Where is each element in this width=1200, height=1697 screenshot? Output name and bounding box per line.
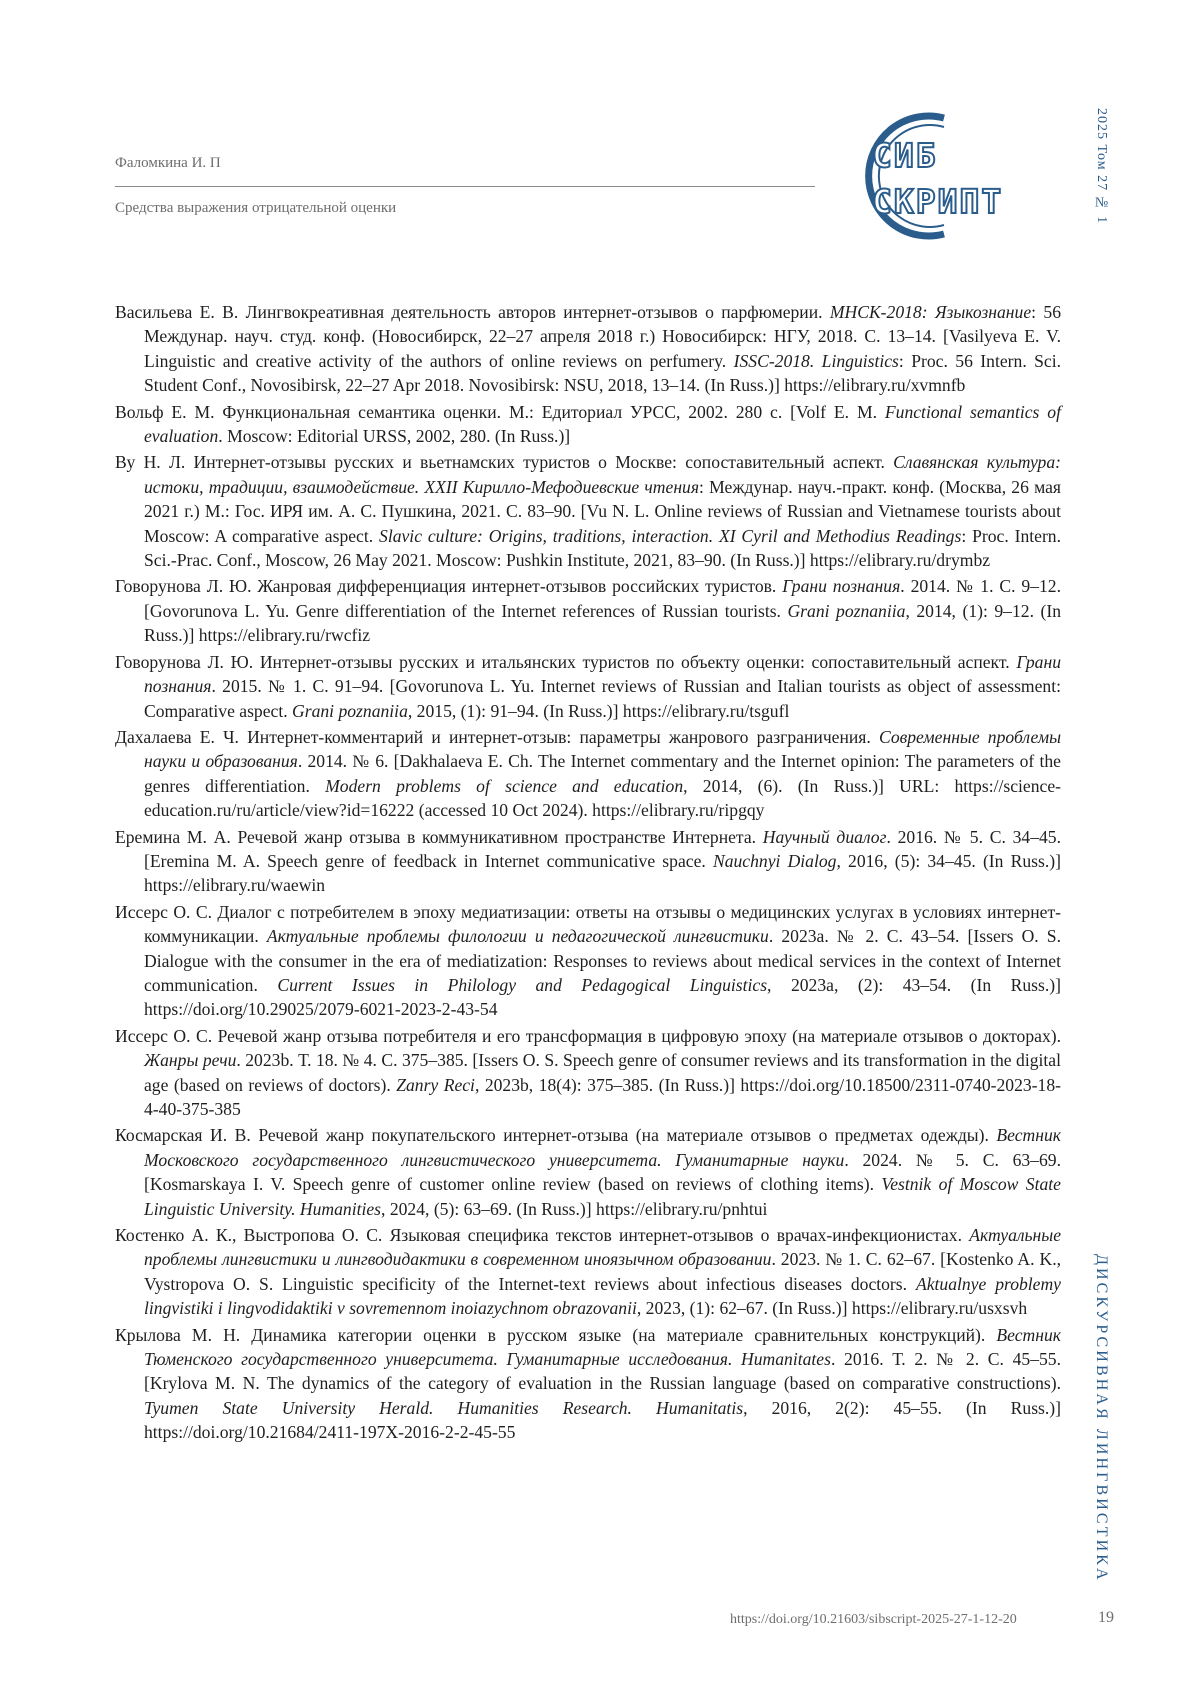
reference-item (115, 900, 1061, 1022)
reference-text: , 2014, (6). (In Russ.)] URL: https://science-education.ru/ru/article/view?id=16222 (accessed 10 Oct 2024). https://elibrary.ru/ripgqy (144, 775, 1061, 821)
reference-item (115, 1024, 1061, 1122)
reference-text: Еремина М. А. Речевой жанр отзыва в коммуникативном пространстве Интернета. (115, 826, 763, 847)
reference-text: , 2016, (5): 34–45. (In Russ.)] https://elibrary.ru/waewin (144, 850, 1061, 896)
reference-text: Васильева Е. В. Лингвокреативная деятельность авторов интернет-отзывов о парфюмерии. (115, 302, 830, 322)
reference-text: . 2023a. № 2. С. 43–54. [Issers O. S. Dialogue with the consumer in the era of mediatization: Responses to reviews about medical services in the context of Internet communication. (144, 926, 1061, 995)
reference-item (115, 825, 1061, 898)
section-title-vertical: ДИСКУРСИВНАЯ ЛИНГВИСТИКА (1093, 1254, 1110, 1583)
reference-text: Вольф Е. М. Функциональная семантика оценки. М.: Едиториал УРСС, 2002. 280 с. [Volf E. M. (115, 401, 885, 422)
reference-item (115, 725, 1061, 823)
reference-list (115, 300, 1061, 1447)
reference-text: . 2016. № 5. С. 34–45. [Eremina M. A. Speech genre of feedback in Internet communicative space. (144, 826, 1061, 871)
reference-text: . 2015. № 1. С. 91–94. [Govorunova L. Yu. Internet reviews of Russian and Italian tourists as object of assessment: Comparative aspect. (144, 676, 1061, 721)
reference-source-title: Functional semantics of evaluation (144, 401, 1061, 447)
reference-text: : 56 Междунар. науч. студ. конф. (Новосибирск, 22–27 апреля 2018 г.) Новосибирск: НГУ, 2018. С. 13–14. [Vasilyeva E. V. Linguistic and creative activity of the authors of online reviews on perfumery. (144, 302, 1061, 371)
reference-text: : Proc. 56 Intern. Sci. Student Conf., Novosibirsk, 22–27 Apr 2018. Novosibirsk: NSU, 2018, 13–14. (In Russ.)] https://elibrary.ru/xvmnfb (144, 350, 1062, 396)
reference-item (115, 650, 1061, 723)
reference-text: . 2024. № 5. С. 63–69. [Kosmarskaya I. V. Speech genre of customer online review (based on reviews of clothing items). (144, 1149, 1061, 1195)
reference-source-title: Zanry Reci (396, 1074, 475, 1095)
reference-item (115, 400, 1061, 449)
reference-item (115, 1223, 1061, 1321)
reference-source-title: Научный диалог (762, 826, 887, 847)
reference-text: , 2016, 2(2): 45–55. (In Russ.)] https://doi.org/10.21684/2411-197X-2016-2-2-45-55 (144, 1397, 1062, 1443)
reference-text: : Proc. Intern. Sci.-Prac. Conf., Moscow, 26 May 2021. Moscow: Pushkin Institute, 2021, 83–90. (In Russ.)] https://elibrary.ru/drymbz (144, 525, 1061, 571)
reference-item (115, 1123, 1061, 1221)
reference-text: . 2014. № 6. [Dakhalaeva E. Ch. The Internet commentary and the Internet opinion: The parameters of the genres differentiation. (144, 751, 1061, 796)
reference-text: , 2023b, 18(4): 375–385. (In Russ.)] https://doi.org/10.18500/2311-0740-2023-18-4-40-375-385 (144, 1074, 1061, 1119)
reference-source-title: Grani poznaniia (787, 600, 906, 621)
logo-word-sib: СИБ (872, 136, 938, 175)
reference-item (115, 574, 1061, 647)
reference-source-title: Current Issues in Philology and Pedagogical Linguistics (277, 974, 768, 995)
issue-info-vertical: 2025 Том 27 № 1 (1094, 108, 1109, 225)
reference-text: Иссерс О. С. Речевой жанр отзыва потребителя и его трансформация в цифровую эпоху (на материале отзывов о докторах). (115, 1025, 1061, 1046)
reference-text: . 2014. № 1. С. 9–12. [Govorunova L. Yu. Genre differentiation of the Internet references of Russian tourists. (144, 576, 1062, 621)
reference-text: Дахалаева Е. Ч. Интернет-комментарий и интернет-отзыв: параметры жанрового разграничения. (115, 726, 879, 747)
logo-word-skript: СКРИПТ (872, 182, 1004, 221)
reference-text: : Междунар. науч.-практ. конф. (Москва, 26 мая 2021 г.) М.: Гос. ИРЯ им. А. С. Пушкина, 2021. С. 83–90. [Vu N. L. Online reviews of Russian and Vietnamese tourists about Moscow: A comparative aspect. (144, 476, 1061, 546)
reference-source-title: Грани познания (782, 576, 901, 597)
reference-source-title: Slavic culture: Origins, traditions, interaction. XI Cyril and Methodius Readings (379, 525, 962, 546)
reference-text: Космарская И. В. Речевой жанр покупательского интернет-отзыва (на материале отзывов о предметах одежды). (115, 1125, 997, 1146)
reference-text: , 2024, (5): 63–69. (In Russ.)] https://elibrary.ru/pnhtui (381, 1198, 768, 1219)
reference-source-title: Вестник Тюменского государственного университета. Гуманитарные исследования. Humanitates (144, 1324, 1061, 1370)
reference-source-title: Актуальные проблемы лингвистики и лингводидактики в современном иноязычном образовании (144, 1225, 1061, 1270)
reference-source-title: Grani poznaniia (292, 700, 408, 721)
reference-text: Костенко А. К., Выстропова О. С. Языковая специфика текстов интернет-отзывов о врачах-инфекционистах. (115, 1225, 970, 1246)
reference-text: , 2014, (1): 9–12. (In Russ.)] https://elibrary.ru/rwcfiz (144, 600, 1061, 646)
reference-source-title: Aktualnye problemy lingvistiki i lingvodidaktiki v sovremennom inoiazychnom obrazovanii (144, 1273, 1061, 1319)
reference-text: Ву Н. Л. Интернет-отзывы русских и вьетнамских туристов о Москве: сопоставительный аспект. (115, 452, 894, 473)
reference-item (115, 450, 1061, 572)
reference-source-title: Грани познания (144, 651, 1061, 697)
reference-source-title: Жанры речи (144, 1050, 237, 1071)
journal-logo (832, 108, 1068, 244)
reference-text: , 2023a, (2): 43–54. (In Russ.)] https://doi.org/10.29025/2079-6021-2023-2-43-54 (144, 974, 1061, 1020)
reference-source-title: ISSC-2018. Linguistics (733, 350, 899, 371)
reference-source-title: Nauchnyi Dialog (712, 850, 837, 871)
footer-doi: https://doi.org/10.21603/sibscript-2025-27-1-12-20 (730, 1612, 1017, 1627)
reference-source-title: Современные проблемы науки и образования (144, 726, 1061, 772)
logo-c-emblem-icon (832, 108, 1068, 244)
reference-text: . 2023b. Т. 18. № 4. С. 375–385. [Issers O. S. Speech genre of consumer reviews and its transformation in the digital age (based on reviews of doctors). (144, 1050, 1061, 1095)
reference-source-title: Modern problems of science and education (325, 775, 684, 796)
reference-text: , 2015, (1): 91–94. (In Russ.)] https://elibrary.ru/tsgufl (407, 700, 790, 721)
reference-source-title: Vestnik of Moscow State Linguistic University. Humanities (144, 1174, 1061, 1219)
reference-text: , 2023, (1): 62–67. (In Russ.)] https://elibrary.ru/usxsvh (636, 1298, 1028, 1319)
reference-text: Иссерс О. С. Диалог с потребителем в эпоху медиатизации: ответы на отзывы о медицинских услугах в условиях интернет-коммуникации. (115, 901, 1061, 947)
reference-item (115, 1323, 1061, 1445)
reference-item (115, 300, 1061, 398)
reference-source-title: Tyumen State University Herald. Humanities Research. Humanitatis (144, 1397, 744, 1418)
reference-source-title: Вестник Московского государственного лингвистического университета. Гуманитарные науки (144, 1125, 1061, 1170)
running-head-author: Фаломкина И. П (115, 155, 221, 171)
page-number: 19 (1098, 1609, 1114, 1626)
reference-text: Говорунова Л. Ю. Интернет-отзывы русских и итальянских туристов по объекту оценки: сопоставительный аспект. (115, 651, 1017, 672)
reference-source-title: Актуальные проблемы филологии и педагогической лингвистики (266, 926, 769, 947)
reference-text: . Moscow: Editorial URSS, 2002, 280. (In Russ.)] (218, 426, 571, 447)
header-divider (115, 186, 815, 187)
running-head-title: Средства выражения отрицательной оценки (115, 200, 397, 216)
reference-source-title: Славянская культура: истоки, традиции, взаимодействие. XXII Кирилло-Мефодиевские чтения (144, 452, 1062, 497)
reference-text: . 2016. Т. 2. № 2. С. 45–55. [Krylova M. N. The dynamics of the category of evaluation in the Russian language (based on comparative constructions). (144, 1349, 1061, 1394)
reference-text: Крылова М. Н. Динамика категории оценки в русском языке (на материале сравнительных конструкций). (115, 1324, 997, 1345)
reference-source-title: МНСК-2018: Языкознание (829, 302, 1032, 322)
reference-text: . 2023. № 1. С. 62–67. [Kostenko A. K., Vystropova O. S. Linguistic specificity of the Internet-text reviews about infectious diseases doctors. (144, 1249, 1061, 1294)
reference-text: Говорунова Л. Ю. Жанровая дифференциация интернет-отзывов российских туристов. (115, 576, 783, 597)
